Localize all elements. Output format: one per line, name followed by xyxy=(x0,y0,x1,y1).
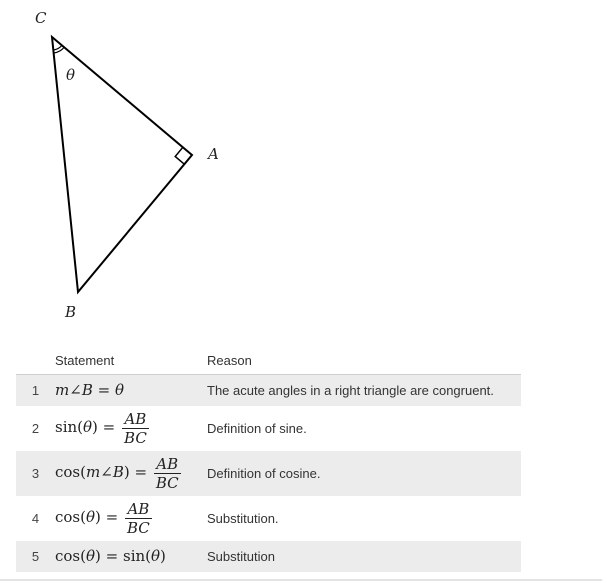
proof-row-3 xyxy=(16,451,521,496)
row-number: 5 xyxy=(31,548,40,564)
proof-row-5 xyxy=(16,541,521,572)
row-number: 1 xyxy=(31,382,40,398)
angle-label-theta: θ xyxy=(66,66,76,84)
reason-4: Substitution. xyxy=(207,510,279,526)
statement-5: cos(θ) = sin(θ) xyxy=(55,547,166,565)
proof-row-2 xyxy=(16,406,521,451)
fraction: $\frac{AB}{BC}$ xyxy=(155,454,179,492)
vertex-label-a: A xyxy=(208,145,219,163)
right-angle-marker xyxy=(175,147,184,164)
fraction: $\frac{AB}{BC}$ xyxy=(124,409,147,447)
vertex-label-b: B xyxy=(65,303,77,321)
proof-table-header xyxy=(16,347,521,375)
proof-row-4 xyxy=(16,496,521,541)
reason-2: Definition of sine. xyxy=(207,420,307,436)
bottom-divider xyxy=(0,579,602,581)
reason-3: Definition of cosine. xyxy=(207,465,321,481)
proof-row-1 xyxy=(16,375,521,406)
statement-2: sin(θ) = $\frac{AB}{BC}$ xyxy=(55,409,147,447)
row-number: 2 xyxy=(31,420,40,436)
vertex-label-c: C xyxy=(35,9,47,27)
reason-1: The acute angles in a right triangle are congruent. xyxy=(207,382,494,398)
statement-3: cos(m∠B) = $\frac{AB}{BC}$ xyxy=(55,454,179,492)
row-number: 4 xyxy=(31,510,40,526)
reason-header: Reason xyxy=(207,347,521,375)
proof-table xyxy=(16,347,521,572)
statement-header: Statement xyxy=(55,347,207,375)
num-header xyxy=(16,347,55,375)
statement-4: cos(θ) = $\frac{AB}{BC}$ xyxy=(55,499,150,537)
angle-arc-inner xyxy=(53,45,62,50)
reason-5: Substitution xyxy=(207,548,275,564)
statement-1: m∠B = θ xyxy=(55,381,124,400)
fraction: $\frac{AB}{BC}$ xyxy=(127,499,150,537)
row-number: 3 xyxy=(31,465,40,481)
